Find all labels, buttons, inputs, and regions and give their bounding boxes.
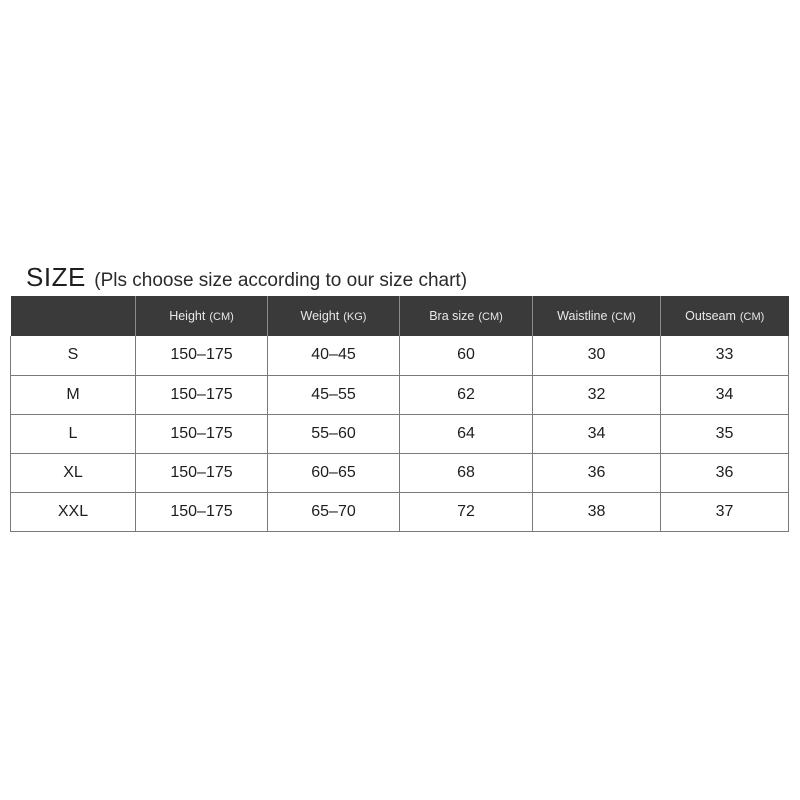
size-heading — [26, 262, 786, 297]
cell-weight: 40–45 — [268, 336, 400, 375]
header-height-unit: (CM) — [209, 311, 234, 323]
header-waistline: Waistline (CM) — [533, 296, 661, 336]
cell-waistline: 32 — [533, 375, 661, 414]
cell-bra-size: 62 — [400, 375, 533, 414]
table-header-row — [11, 296, 789, 336]
cell-waistline: 38 — [533, 492, 661, 531]
header-bra-size-unit: (CM) — [478, 311, 503, 323]
cell-bra-size: 72 — [400, 492, 533, 531]
table-row — [11, 453, 789, 492]
cell-weight: 45–55 — [268, 375, 400, 414]
cell-outseam: 33 — [661, 336, 789, 375]
cell-outseam: 36 — [661, 453, 789, 492]
table-row — [11, 336, 789, 375]
header-outseam: Outseam (CM) — [661, 296, 789, 336]
cell-bra-size: 68 — [400, 453, 533, 492]
cell-bra-size: 64 — [400, 414, 533, 453]
header-weight-unit: (KG) — [343, 311, 367, 323]
size-chart-table — [10, 296, 789, 532]
cell-size: XXL — [11, 492, 136, 531]
cell-size: XL — [11, 453, 136, 492]
cell-height: 150–175 — [136, 453, 268, 492]
header-outseam-unit: (CM) — [739, 311, 765, 323]
table-row — [11, 375, 789, 414]
cell-weight: 55–60 — [268, 414, 400, 453]
cell-height: 150–175 — [136, 336, 268, 375]
cell-outseam: 35 — [661, 414, 789, 453]
header-bra-size: Bra size (CM) — [400, 296, 533, 336]
size-title: SIZE — [26, 262, 86, 292]
cell-outseam: 37 — [661, 492, 789, 531]
header-waistline-unit: (CM) — [611, 311, 636, 323]
cell-weight: 60–65 — [268, 453, 400, 492]
header-size — [11, 296, 136, 336]
cell-height: 150–175 — [136, 414, 268, 453]
table-row — [11, 492, 789, 531]
cell-height: 150–175 — [136, 492, 268, 531]
cell-waistline: 34 — [533, 414, 661, 453]
cell-weight: 65–70 — [268, 492, 400, 531]
cell-waistline: 30 — [533, 336, 661, 375]
cell-size: S — [11, 336, 136, 375]
cell-outseam: 34 — [661, 375, 789, 414]
header-weight: Weight (KG) — [268, 296, 400, 336]
cell-size: L — [11, 414, 136, 453]
table-row — [11, 414, 789, 453]
cell-bra-size: 60 — [400, 336, 533, 375]
header-height: Height (CM) — [136, 296, 268, 336]
cell-height: 150–175 — [136, 375, 268, 414]
size-subtitle: (Pls choose size according to our size chart) — [94, 270, 468, 291]
cell-size: M — [11, 375, 136, 414]
cell-waistline: 36 — [533, 453, 661, 492]
